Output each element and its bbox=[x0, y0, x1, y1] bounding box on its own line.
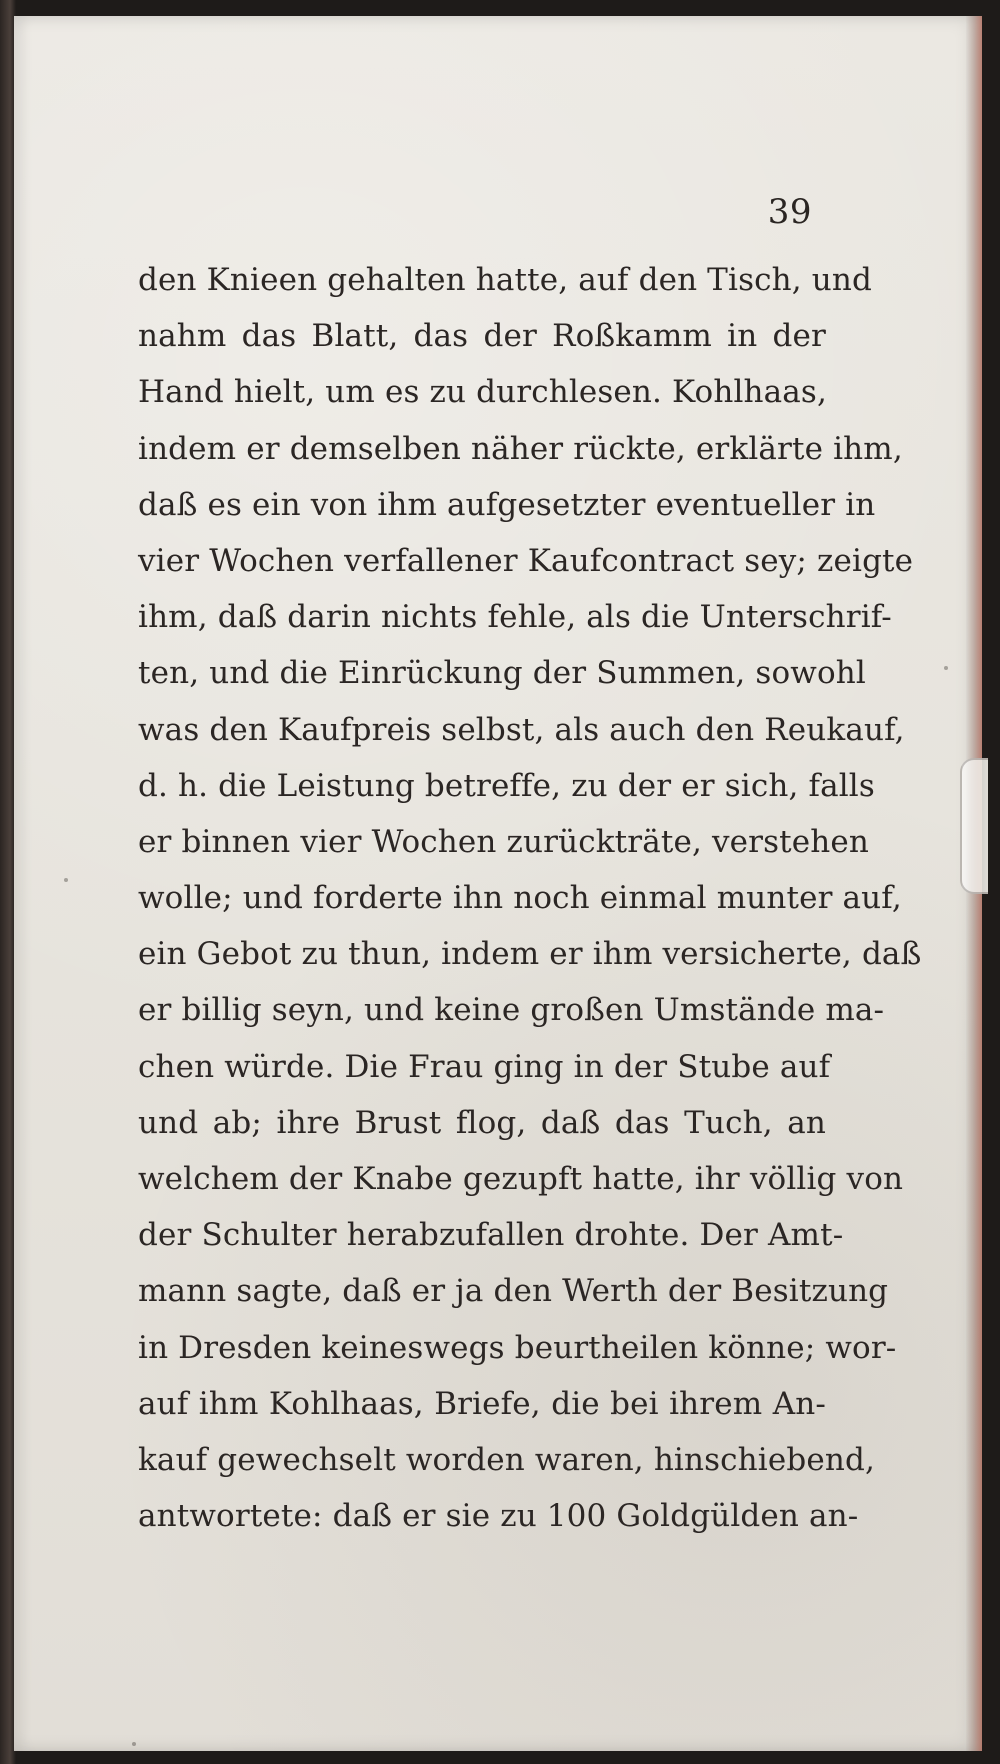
text-line: nahm das Blatt, das der Roßkamm in der bbox=[138, 318, 826, 355]
paper-speck bbox=[132, 1742, 136, 1746]
text-line: er binnen vier Wochen zurückträte, verstehen bbox=[138, 823, 869, 860]
text-line: und ab; ihre Brust flog, daß das Tuch, an bbox=[138, 1104, 826, 1141]
text-line: Hand hielt, um es zu durchlesen. Kohlhaas, bbox=[138, 374, 827, 411]
text-line: daß es ein von ihm aufgesetzter eventueller in bbox=[138, 486, 876, 523]
text-line: in Dresden keineswegs beurtheilen könne; wor- bbox=[138, 1329, 897, 1366]
text-line: indem er demselben näher rückte, erklärte ihm, bbox=[138, 430, 903, 467]
text-line: er billig seyn, und keine großen Umstände ma- bbox=[138, 992, 885, 1029]
text-line: vier Wochen verfallener Kaufcontract sey; zeigte bbox=[138, 542, 914, 579]
body-text bbox=[138, 252, 922, 1544]
text-line: welchem der Knabe gezupft hatte, ihr völlig von bbox=[138, 1161, 904, 1197]
text-line: d. h. die Leistung betreffe, zu der er sich, falls bbox=[138, 767, 875, 804]
paper-speck bbox=[944, 666, 948, 670]
paper-tab bbox=[960, 758, 988, 894]
text-line: auf ihm Kohlhaas, Briefe, die bei ihrem An- bbox=[138, 1385, 826, 1422]
text-line: kauf gewechselt worden waren, hinschiebend, bbox=[138, 1441, 875, 1478]
text-line: den Knieen gehalten hatte, auf den Tisch, und bbox=[138, 262, 872, 298]
text-line: mann sagte, daß er ja den Werth der Besitzung bbox=[138, 1273, 889, 1310]
text-line: antwortete: daß er sie zu 100 Goldgülden an- bbox=[138, 1498, 859, 1535]
text-line: was den Kaufpreis selbst, als auch den Reukauf, bbox=[138, 711, 905, 748]
page-number: 39 bbox=[767, 192, 812, 232]
text-line: chen würde. Die Frau ging in der Stube auf bbox=[138, 1048, 831, 1085]
text-line: wolle; und forderte ihn noch einmal munter auf, bbox=[138, 880, 902, 917]
text-line: ten, und die Einrückung der Summen, sowohl bbox=[138, 655, 866, 692]
text-line: der Schulter herabzufallen drohte. Der Amt- bbox=[138, 1217, 844, 1254]
paper-speck bbox=[64, 878, 68, 882]
text-line: ihm, daß darin nichts fehle, als die Unterschrif- bbox=[138, 599, 892, 636]
text-line: ein Gebot zu thun, indem er ihm versicherte, daß bbox=[138, 936, 922, 973]
page-paper bbox=[14, 16, 982, 1751]
